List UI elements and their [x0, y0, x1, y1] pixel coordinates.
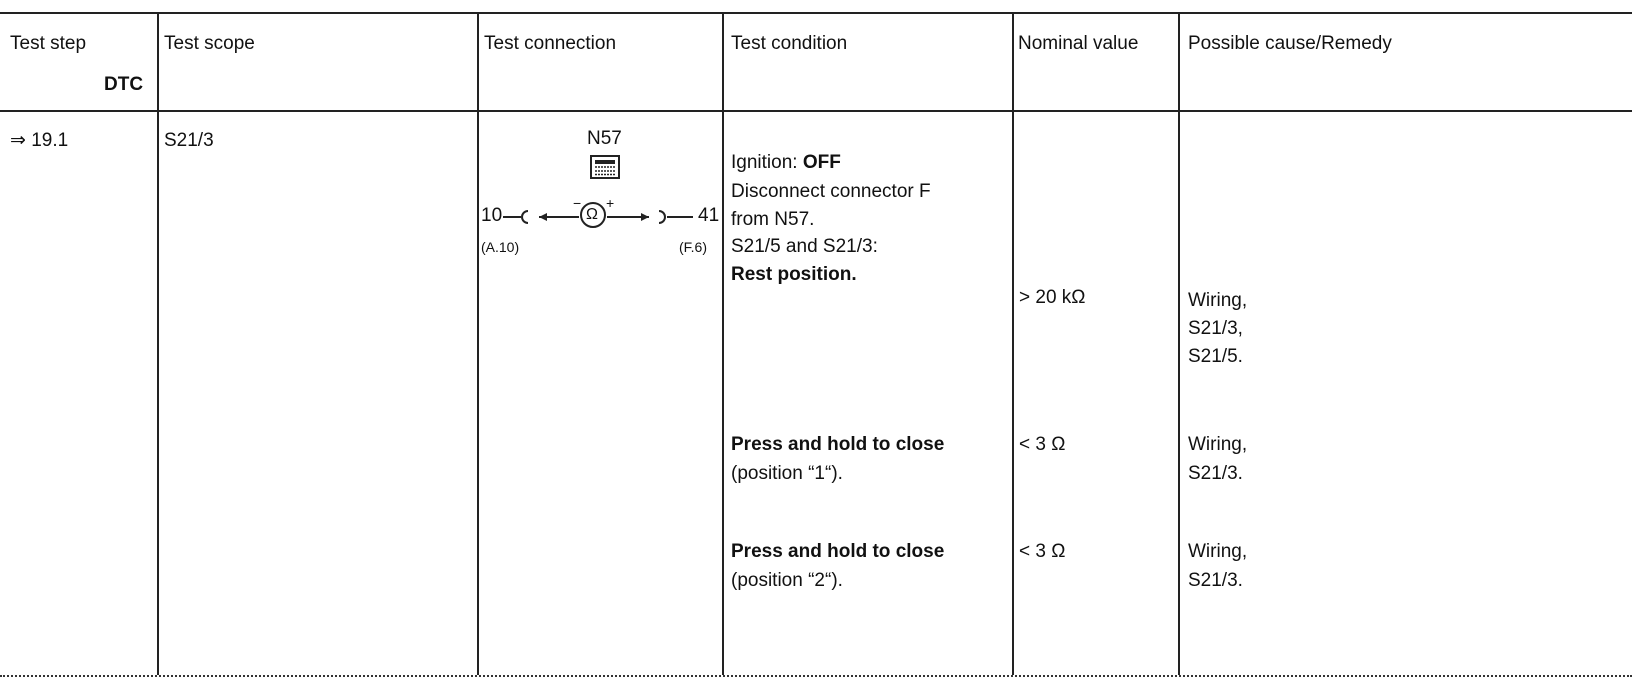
remedy-press-1-line-2: S21/3. — [1188, 463, 1243, 484]
remedy-rest-line-3: S21/5. — [1188, 346, 1243, 367]
condition-press-1: Press and hold to close — [731, 434, 945, 455]
remedy-rest-line-2: S21/3, — [1188, 318, 1243, 339]
ohmmeter-symbol: Ω — [586, 206, 598, 223]
test-connection-diagram — [479, 120, 722, 230]
column-divider-5 — [1178, 12, 1180, 675]
test-scope-value: S21/3 — [164, 130, 214, 151]
header-dtc: DTC — [104, 74, 144, 95]
left-pin-label: 10 — [481, 205, 503, 226]
right-pin-label: 41 — [698, 205, 720, 226]
condition-press-2: Press and hold to close — [731, 541, 945, 562]
column-divider-4 — [1012, 12, 1014, 675]
module-label: N57 — [587, 128, 622, 149]
ohmmeter-minus: − — [573, 195, 582, 211]
remedy-press-1-line-1: Wiring, — [1188, 434, 1248, 455]
test-step-value: ⇒ 19.1 — [10, 130, 69, 151]
remedy-press-2-line-1: Wiring, — [1188, 541, 1248, 562]
right-pin-reference: (F.6) — [679, 239, 707, 255]
remedy-press-2-line-2: S21/3. — [1188, 570, 1243, 591]
ignition-label: Ignition: — [731, 152, 803, 173]
condition-ignition — [731, 152, 841, 174]
header-test-connection: Test connection — [484, 33, 617, 54]
ignition-value: OFF — [802, 152, 841, 173]
column-divider-2 — [477, 12, 479, 675]
column-divider-3 — [722, 12, 724, 675]
nominal-rest: > 20 kΩ — [1019, 287, 1086, 308]
condition-rest-position: Rest position. — [731, 264, 857, 285]
connection-lines — [479, 180, 722, 230]
header-test-step: Test step — [10, 33, 87, 54]
remedy-rest-line-1: Wiring, — [1188, 290, 1248, 311]
header-possible-cause: Possible cause/Remedy — [1188, 33, 1392, 54]
header-test-scope: Test scope — [164, 33, 255, 54]
condition-disconnect-line-2: from N57. — [731, 209, 815, 230]
condition-position-1: (position “1“). — [731, 463, 843, 484]
ohmmeter-plus: + — [606, 195, 615, 211]
left-pin-reference: (A.10) — [481, 239, 520, 255]
table-bottom-border — [0, 675, 1632, 677]
column-divider-1 — [157, 12, 159, 675]
header-nominal-value: Nominal value — [1018, 33, 1139, 54]
nominal-press-1: < 3 Ω — [1019, 434, 1066, 455]
table-top-border — [0, 12, 1632, 14]
header-bottom-border — [0, 110, 1632, 112]
condition-disconnect-line-1: Disconnect connector F — [731, 181, 931, 202]
control-module-icon — [590, 155, 620, 179]
condition-switches: S21/5 and S21/3: — [731, 236, 878, 257]
nominal-press-2: < 3 Ω — [1019, 541, 1066, 562]
condition-position-2: (position “2“). — [731, 570, 843, 591]
header-test-condition: Test condition — [731, 33, 848, 54]
